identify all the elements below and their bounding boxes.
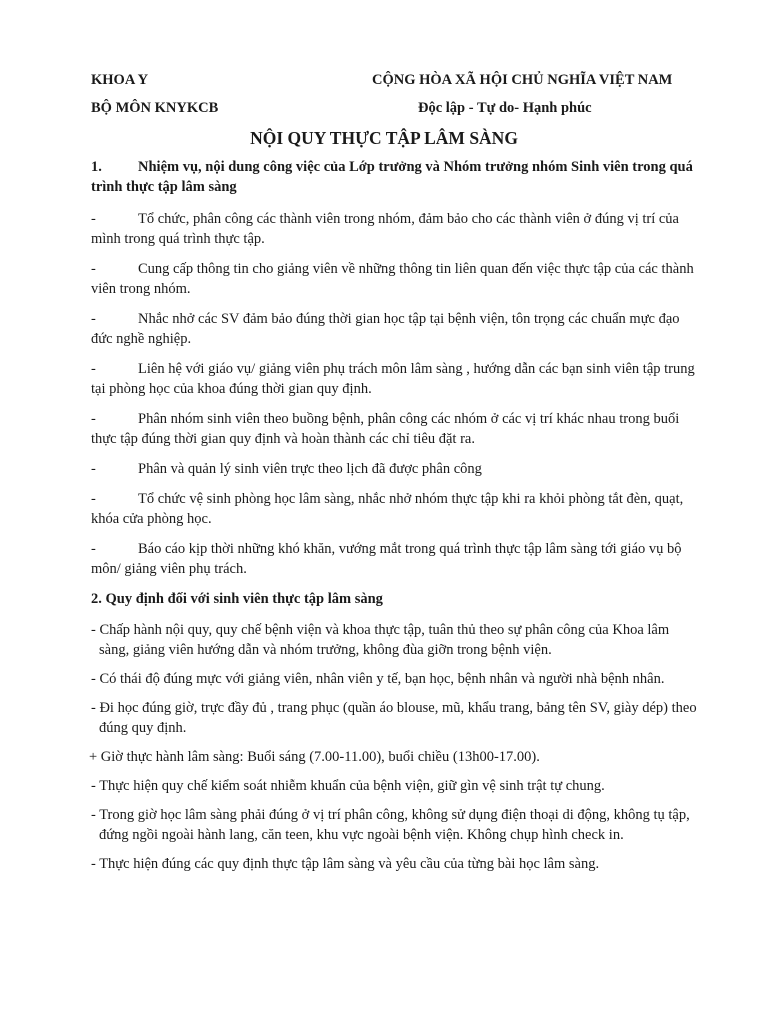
section-1-item-text: Báo cáo kịp thời những khó khăn, vướng mắt trong quá trình thực tập lâm sàng tới giáo vụ bộ môn/ giảng viên phụ trách. — [91, 541, 682, 577]
section-1-item — [91, 309, 697, 349]
section-2-item: - Có thái độ đúng mực với giảng viên, nhân viên y tế, bạn học, bệnh nhân và người nhà bệnh nhân. — [91, 671, 665, 687]
section-2-subitem: + Giờ thực hành lâm sàng: Buổi sáng (7.00-11.00), buổi chiều (13h00-17.00). — [89, 749, 540, 765]
section-1-item — [91, 209, 697, 249]
section-1-item — [91, 359, 697, 399]
national-motto: Độc lập - Tự do- Hạnh phúc — [418, 100, 592, 116]
section-1-item-text: Tổ chức vệ sinh phòng học lâm sàng, nhắc nhở nhóm thực tập khi ra khỏi phòng tắt đèn, quạt, khóa cửa phòng học. — [91, 491, 684, 527]
section-1-item — [91, 409, 697, 449]
list-dash: - — [91, 461, 96, 477]
section-1-heading — [91, 157, 697, 197]
list-dash: - — [91, 541, 96, 557]
section-2-item: - Chấp hành nội quy, quy chế bệnh viện và khoa thực tập, tuân thủ theo sự phân công của Khoa lâm sàng, giảng viên hướng dẫn và nhóm trưởng, không đùa giỡn trong bệnh viện. — [91, 622, 670, 658]
section-1-item — [91, 539, 697, 579]
section-1-item — [91, 259, 697, 299]
list-dash: - — [91, 411, 96, 427]
section-2-item: - Trong giờ học lâm sàng phải đúng ở vị trí phân công, không sử dụng điện thoại di động, không tụ tập, đứng ngồi ngoài hành lang, căn teen, khu vực ngoài bệnh viện. Không chụp hình check in. — [91, 807, 690, 843]
list-dash: - — [91, 491, 96, 507]
faculty-name: KHOA Y — [91, 72, 149, 88]
section-1-item-text: Nhắc nhở các SV đảm bảo đúng thời gian học tập tại bệnh viện, tôn trọng các chuẩn mực đạo đức nghề nghiệp. — [91, 311, 680, 347]
section-1-heading-text: Nhiệm vụ, nội dung công việc của Lớp trưởng và Nhóm trưởng nhóm Sinh viên trong quá trình thực tập lâm sàng — [91, 159, 693, 195]
section-1-number: 1. — [91, 159, 102, 175]
section-1-item-text: Tổ chức, phân công các thành viên trong nhóm, đảm bảo cho các thành viên ở đúng vị trí của mình trong quá trình thực tập. — [91, 211, 679, 247]
list-dash: - — [91, 361, 96, 377]
section-1-item-text: Cung cấp thông tin cho giảng viên về những thông tin liên quan đến việc thực tập của các thành viên trong nhóm. — [91, 261, 694, 297]
section-1-item — [91, 489, 697, 529]
section-2-item: - Đi học đúng giờ, trực đầy đủ , trang phục (quần áo blouse, mũ, khẩu trang, bảng tên SV, giày dép) theo đúng quy định. — [91, 700, 697, 736]
list-dash: - — [91, 311, 96, 327]
section-1-item-text: Phân nhóm sinh viên theo buồng bệnh, phân công các nhóm ở các vị trí khác nhau trong buổi thực tập đúng thời gian quy định và hoàn thành các chỉ tiêu đặt ra. — [91, 411, 680, 447]
section-1-item — [91, 459, 697, 479]
section-1-item-text: Liên hệ với giáo vụ/ giảng viên phụ trách môn lâm sàng , hướng dẫn các bạn sinh viên tập trung tại phòng học của khoa đúng thời gian quy định. — [91, 361, 695, 397]
list-dash: - — [91, 261, 96, 277]
document-title: NỘI QUY THỰC TẬP LÂM SÀNG — [250, 128, 518, 148]
section-2-item: - Thực hiện đúng các quy định thực tập lâm sàng và yêu cầu của từng bài học lâm sàng. — [91, 856, 600, 872]
section-2-item: - Thực hiện quy chế kiểm soát nhiễm khuẩn của bệnh viện, giữ gìn vệ sinh trật tự chung. — [91, 778, 605, 794]
list-dash: - — [91, 211, 96, 227]
national-title: CỘNG HÒA XÃ HỘI CHỦ NGHĨA VIỆT NAM — [372, 72, 673, 88]
section-2-heading: 2. Quy định đối với sinh viên thực tập lâm sàng — [91, 591, 383, 607]
document-body — [91, 157, 697, 883]
section-1-item-text: Phân và quản lý sinh viên trực theo lịch đã được phân công — [138, 461, 482, 477]
department-name: BỘ MÔN KNYKCB — [91, 100, 219, 116]
